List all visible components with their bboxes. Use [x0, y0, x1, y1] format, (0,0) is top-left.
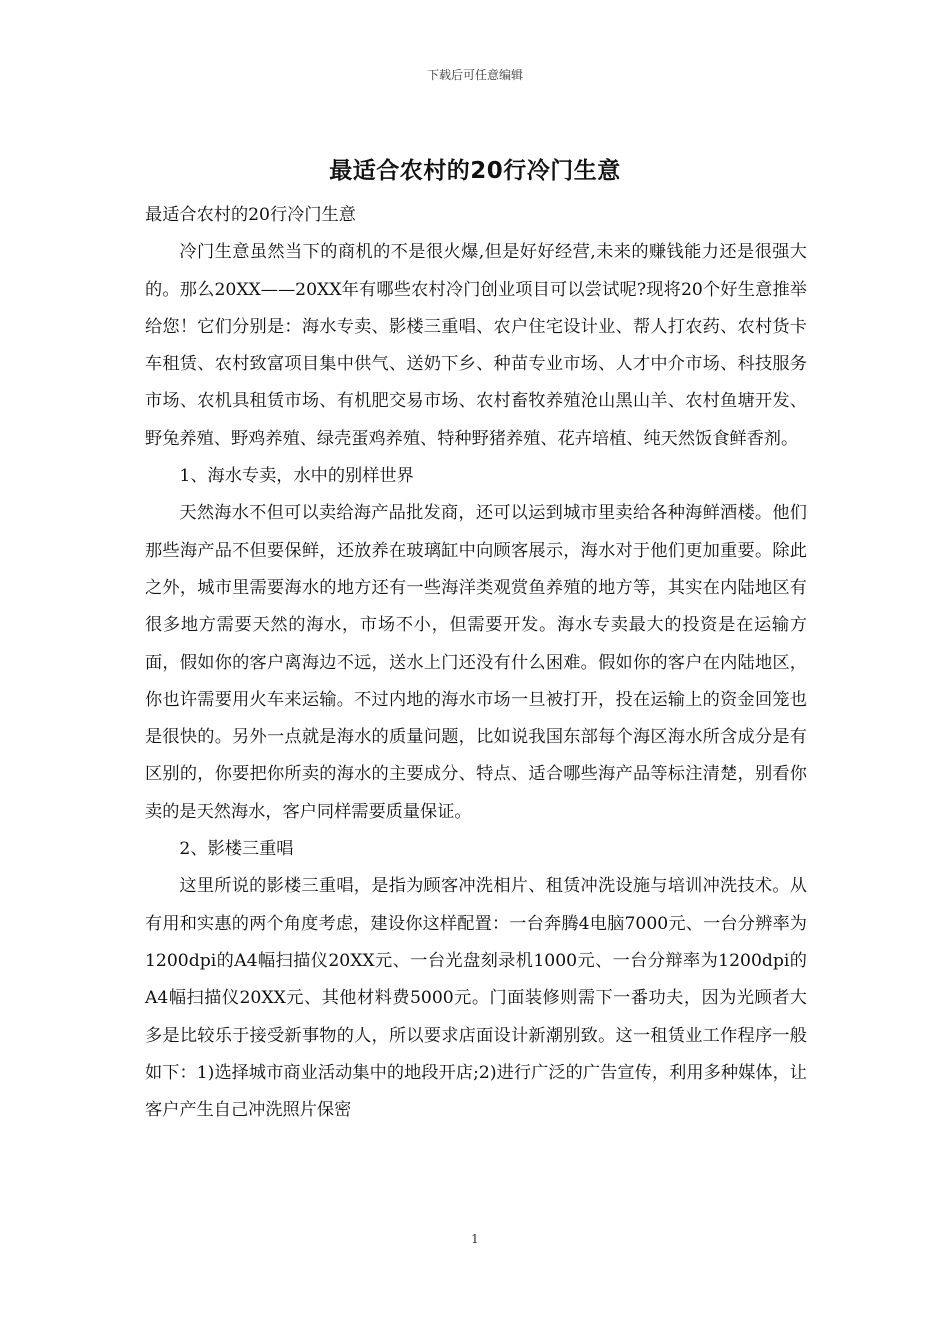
- section-heading-1: 1、海水专卖，水中的别样世界: [179, 466, 414, 487]
- paragraph-section-2: 这里所说的影楼三重唱，是指为顾客冲洗相片、租赁冲洗设施与培训冲洗技术。从有用和实惠的两个角度考虑，建设你这样配置：一台奔腾4电脑7000元、一台分辨率为1200dpi的A4幅扫描仪20XX元、一台光盘刻录机1000元、一台分辩率为1200dpi的A4幅扫描仪20XX元、其他材料费5000元。门面装修则需下一番功夫，因为光顾者大多是比较乐于接受新事物的人，所以要求店面设计新潮别致。这一租赁业工作程序一般如下：1)选择城市商业活动集中的地段开店;2)进行广泛的广告宣传，利用多种媒体，让客户产生自己冲洗照片保密: [145, 876, 807, 1121]
- document-subtitle: 最适合农村的20行冷门生意: [145, 205, 356, 225]
- page-header-note: 下载后可任意编辑: [426, 68, 523, 82]
- paragraph-section-1: 天然海水不但可以卖给海产品批发商，还可以运到城市里卖给各种海鲜酒楼。他们那些海产品不但要保鲜，还放养在玻璃缸中向顾客展示，海水对于他们更加重要。除此之外，城市里需要海水的地方还有一些海洋类观赏鱼养殖的地方等，其实在内陆地区有很多地方需要天然的海水，市场不小，但需要开发。海水专卖最大的投资是在运输方面，假如你的客户离海边不远，送水上门还没有什么困难。假如你的客户在内陆地区，你也许需要用火车来运输。不过内地的海水市场一旦被打开，投在运输上的资金回笼也是很快的。另外一点就是海水的质量问题，比如说我国东部每个海区海水所含成分是有区别的，你要把你所卖的海水的主要成分、特点、适合哪些海产品等标注清楚，别看你卖的是天然海水，客户同样需要质量保证。: [145, 503, 807, 822]
- document-body: [145, 197, 807, 1129]
- page-number: 1: [471, 1232, 479, 1246]
- document-title: 最适合农村的20行冷门生意: [329, 158, 621, 184]
- paragraph-intro: 冷门生意虽然当下的商机的不是很火爆,但是好好经营,未来的赚钱能力还是很强大的。那么20XX——20XX年有哪些农村冷门创业项目可以尝试呢?现将20个好生意推举给您！它们分别是：海水专卖、影楼三重唱、农户住宅设计业、帮人打农药、农村货卡车租赁、农村致富项目集中供气、送奶下乡、种苗专业市场、人才中介市场、科技服务市场、农机具租赁市场、有机肥交易市场、农村畜牧养殖沧山黑山羊、农村鱼塘开发、野兔养殖、野鸡养殖、绿壳蛋鸡养殖、特种野猪养殖、花卉培植、纯天然饭食鲜香剂。: [145, 242, 807, 449]
- section-heading-2: 2、影楼三重唱: [179, 839, 294, 860]
